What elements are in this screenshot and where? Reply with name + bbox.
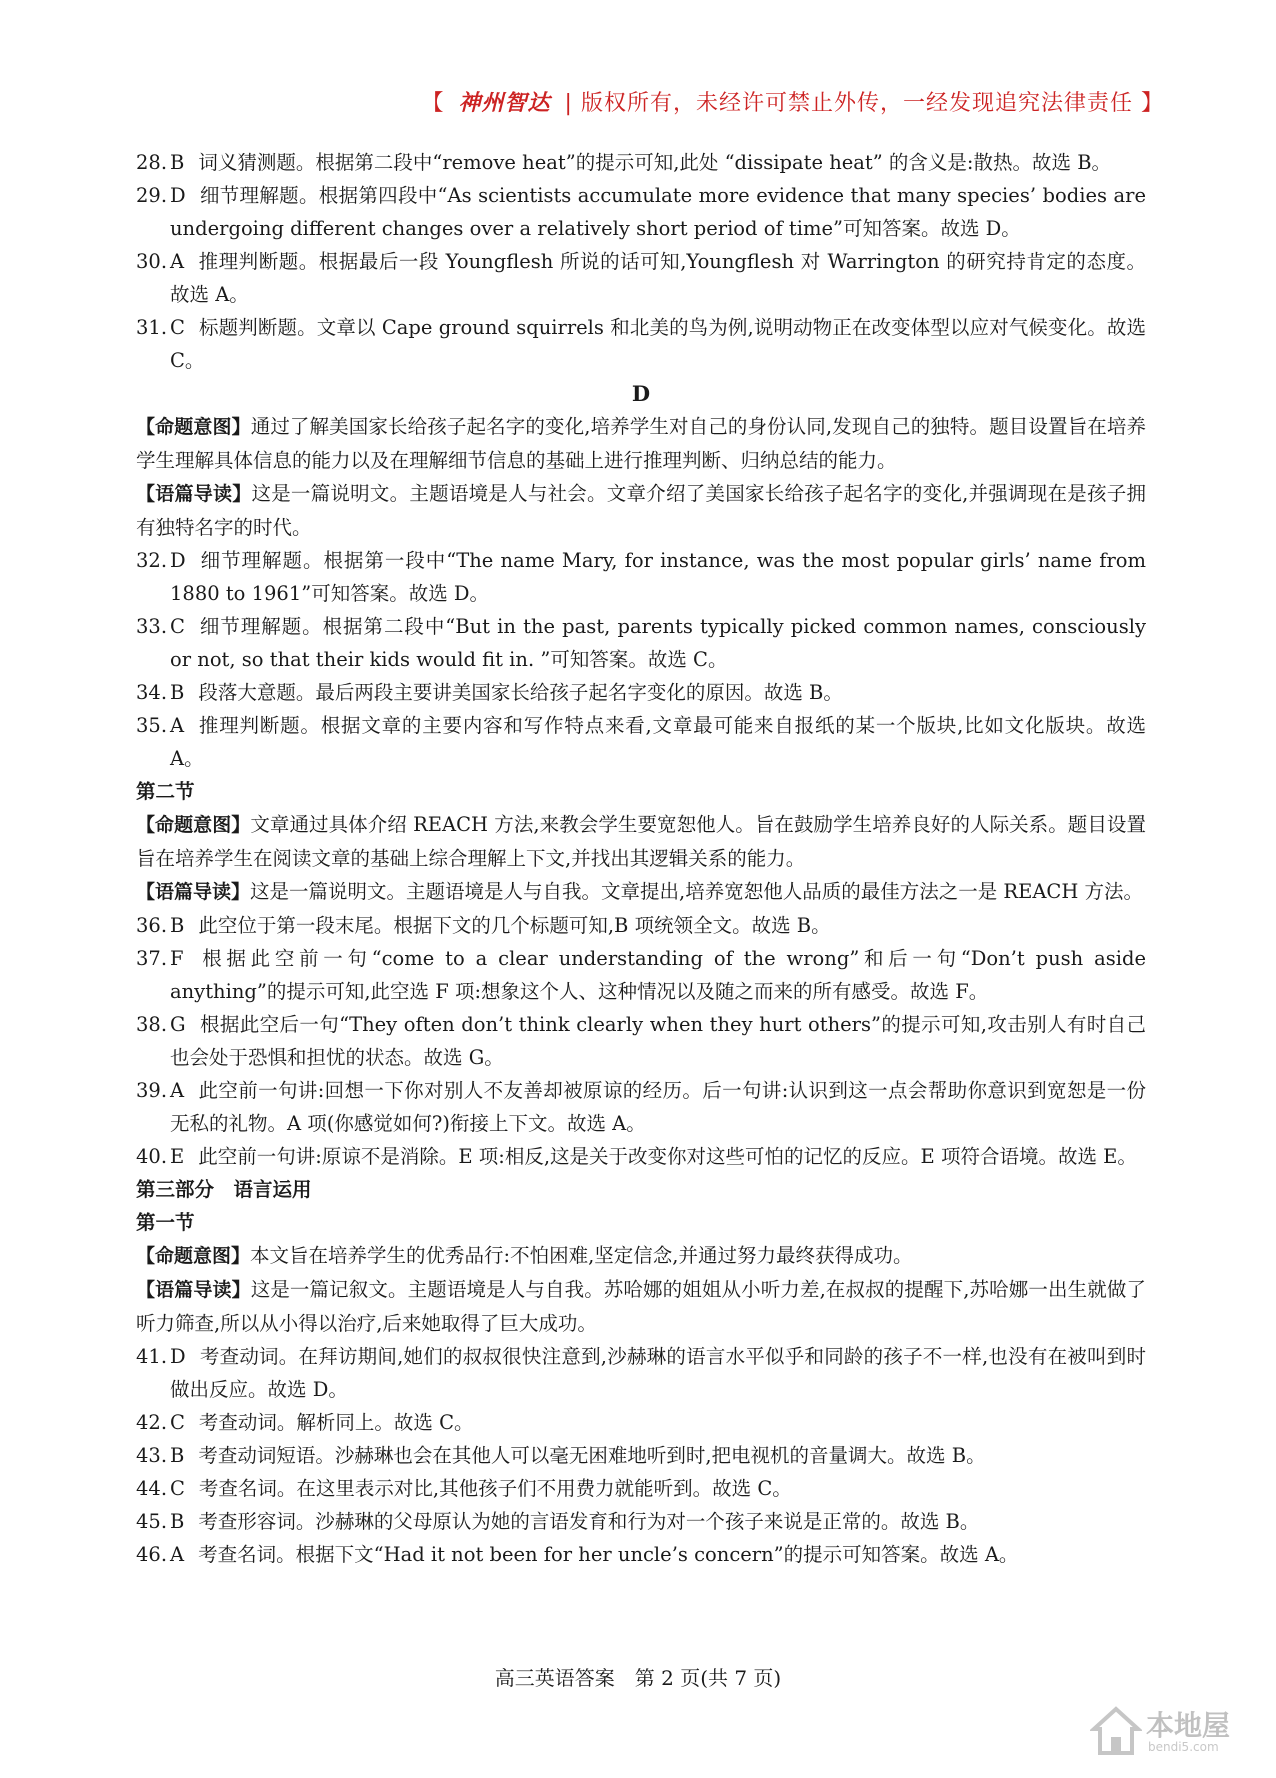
copyright-notice — [422, 86, 1164, 117]
intent-tag: 【命题意图】 — [136, 416, 251, 438]
answer-content — [136, 146, 1146, 1571]
question-number: 46. — [136, 1543, 168, 1566]
answer-item — [136, 942, 1146, 1008]
watermark-text: 本地屋 — [1146, 1709, 1231, 1742]
answer-item — [136, 245, 1146, 311]
answer-letter: A — [170, 1543, 185, 1566]
part-3-title: 第三部分 语言运用 — [136, 1178, 312, 1201]
guide-text: 这是一篇记叙文。主题语境是人与自我。苏哈娜的姐姐从小听力差,在叔叔的提醒下,苏哈娜一出生就做了听力筛查,所以从小得以治疗,后来她取得了巨大成功。 — [136, 1278, 1146, 1335]
answer-item — [136, 179, 1146, 245]
house-icon — [1090, 1705, 1142, 1757]
answer-letter: A — [170, 250, 185, 273]
question-number: 36. — [136, 914, 168, 937]
question-number: 43. — [136, 1444, 168, 1467]
guide-tag: 【语篇导读】 — [136, 1279, 251, 1301]
intent-tag: 【命题意图】 — [136, 814, 251, 836]
answer-item — [136, 146, 1146, 179]
section-d-intent — [136, 410, 1146, 477]
answer-letter: C — [170, 615, 185, 638]
guide-text: 这是一篇说明文。主题语境是人与自我。文章提出,培养宽恕他人品质的最佳方法之一是 REACH 方法。 — [250, 880, 1144, 903]
section-d-guide — [136, 477, 1146, 544]
answer-letter: D — [170, 549, 186, 572]
guide-text: 这是一篇说明文。主题语境是人与社会。文章介绍了美国家长给孩子起名字的变化,并强调现在是孩子拥有独特名字的时代。 — [136, 482, 1146, 539]
part-3-subtitle: 第一节 — [136, 1211, 195, 1234]
explanation-text: 段落大意题。最后两段主要讲美国家长给孩子起名字变化的原因。故选 B。 — [198, 681, 843, 704]
explanation-text: 细节理解题。根据第四段中“As scientists accumulate more evidence that many species’ bodies are undergoing different changes over a relatively short period of time”可知答案。故选 D。 — [170, 184, 1146, 240]
question-number: 40. — [136, 1145, 168, 1168]
question-number: 34. — [136, 681, 168, 704]
answer-item — [136, 1439, 1146, 1472]
answer-item — [136, 909, 1146, 942]
answer-item — [136, 676, 1146, 709]
answer-list-c — [136, 146, 1146, 377]
section-2-intent — [136, 808, 1146, 875]
section-d-title: D — [631, 381, 651, 406]
intent-text: 通过了解美国家长给孩子起名字的变化,培养学生对自己的身份认同,发现自己的独特。题目设置旨在培养学生理解具体信息的能力以及在理解细节信息的基础上进行推理判断、归纳总结的能力。 — [136, 415, 1146, 472]
explanation-text: 考查形容词。沙赫琳的父母原认为她的言语发育和行为对一个孩子来说是正常的。故选 B。 — [198, 1510, 980, 1533]
answer-list-2 — [136, 909, 1146, 1173]
question-number: 31. — [136, 316, 168, 339]
explanation-text: 考查动词。解析同上。故选 C。 — [198, 1411, 474, 1434]
answer-list-d — [136, 544, 1146, 775]
answer-item — [136, 1406, 1146, 1439]
question-number: 42. — [136, 1411, 168, 1434]
answer-letter: C — [170, 316, 185, 339]
page-footer: 高三英语答案 第 2 页(共 7 页) — [494, 1666, 782, 1690]
explanation-text: 此空位于第一段末尾。根据下文的几个标题可知,B 项统领全文。故选 B。 — [198, 914, 831, 937]
answer-item — [136, 1008, 1146, 1074]
answer-item — [136, 311, 1146, 377]
explanation-text: 根据此空前一句“come to a clear understanding of the wrong”和后一句“Don’t push aside anything”的提示可知,此空选 F 项:想象这个人、这种情况以及随之而来的所有感受。故选 F。 — [170, 947, 1146, 1003]
answer-item — [136, 709, 1146, 775]
bracket-close: 】 — [1140, 91, 1164, 116]
explanation-text: 考查名词。根据下文“Had it not been for her uncle’s concern”的提示可知答案。故选 A。 — [198, 1543, 1019, 1566]
answer-letter: D — [170, 1345, 186, 1368]
section-2-guide — [136, 875, 1146, 909]
answer-item — [136, 1505, 1146, 1538]
explanation-text: 考查动词。在拜访期间,她们的叔叔很快注意到,沙赫琳的语言水平似乎和同龄的孩子不一样,也没有在被叫到时做出反应。故选 D。 — [170, 1345, 1146, 1401]
answer-letter: C — [170, 1411, 185, 1434]
question-number: 41. — [136, 1345, 168, 1368]
question-number: 30. — [136, 250, 168, 273]
question-number: 35. — [136, 714, 168, 737]
answer-item — [136, 544, 1146, 610]
explanation-text: 根据此空后一句“They often don’t think clearly when they hurt others”的提示可知,攻击别人有时自己也会处于恐惧和担忧的状态。故选 G。 — [170, 1013, 1146, 1069]
publisher-logo: 神州智达 — [458, 90, 551, 116]
answer-item — [136, 1472, 1146, 1505]
explanation-text: 标题判断题。文章以 Cape ground squirrels 和北美的鸟为例,说明动物正在改变体型以应对气候变化。故选 C。 — [170, 316, 1146, 372]
intent-tag: 【命题意图】 — [136, 1245, 251, 1267]
question-number: 38. — [136, 1013, 168, 1036]
question-number: 45. — [136, 1510, 168, 1533]
answer-letter: B — [170, 681, 185, 704]
intent-text: 文章通过具体介绍 REACH 方法,来教会学生要宽恕他人。旨在鼓励学生培养良好的人际关系。题目设置旨在培养学生在阅读文章的基础上综合理解上下文,并找出其逻辑关系的能力。 — [136, 813, 1146, 870]
header-divider: | — [564, 91, 573, 116]
question-number: 28. — [136, 151, 168, 174]
explanation-text: 词义猜测题。根据第二段中“remove heat”的提示可知,此处 “dissipate heat” 的含义是:散热。故选 B。 — [198, 151, 1112, 174]
question-number: 32. — [136, 549, 168, 572]
answer-letter: A — [170, 714, 185, 737]
part-3-intent — [136, 1239, 1146, 1273]
answer-letter: D — [170, 184, 186, 207]
answer-letter: A — [170, 1079, 185, 1102]
answer-list-3 — [136, 1340, 1146, 1571]
question-number: 29. — [136, 184, 168, 207]
watermark-url: bendi5.com — [1148, 1740, 1219, 1754]
answer-item — [136, 1340, 1146, 1406]
explanation-text: 此空前一句讲:原谅不是消除。E 项:相反,这是关于改变你对这些可怕的记忆的反应。E 项符合语境。故选 E。 — [198, 1145, 1137, 1168]
answer-letter: E — [170, 1145, 185, 1168]
guide-tag: 【语篇导读】 — [136, 483, 252, 505]
question-number: 44. — [136, 1477, 168, 1500]
answer-letter: F — [170, 947, 184, 970]
explanation-text: 考查名词。在这里表示对比,其他孩子们不用费力就能听到。故选 C。 — [198, 1477, 792, 1500]
answer-item — [136, 1538, 1146, 1571]
answer-letter: G — [170, 1013, 186, 1036]
watermark — [1088, 1702, 1258, 1760]
answer-item — [136, 1140, 1146, 1173]
copyright-text: 版权所有，未经许可禁止外传，一经发现追究法律责任 — [580, 91, 1133, 116]
explanation-text: 细节理解题。根据第一段中“The name Mary, for instance, was the most popular girls’ name from 1880 to 1961”可知答案。故选 D。 — [170, 549, 1146, 605]
answer-letter: B — [170, 1510, 185, 1533]
guide-tag: 【语篇导读】 — [136, 881, 251, 903]
part-3-guide — [136, 1273, 1146, 1340]
explanation-text: 此空前一句讲:回想一下你对别人不友善却被原谅的经历。后一句讲:认识到这一点会帮助你意识到宽恕是一份无私的礼物。A 项(你感觉如何?)衔接上下文。故选 A。 — [170, 1079, 1146, 1135]
explanation-text: 推理判断题。根据最后一段 Youngflesh 所说的话可知,Youngflesh 对 Warrington 的研究持肯定的态度。故选 A。 — [170, 250, 1146, 306]
question-number: 33. — [136, 615, 168, 638]
section-2-title: 第二节 — [136, 780, 195, 803]
answer-item — [136, 610, 1146, 676]
intent-text: 本文旨在培养学生的优秀品行:不怕困难,坚定信念,并通过努力最终获得成功。 — [250, 1244, 913, 1267]
question-number: 39. — [136, 1079, 168, 1102]
answer-letter: B — [170, 151, 185, 174]
bracket-open: 【 — [421, 91, 445, 116]
answer-letter: B — [170, 1444, 185, 1467]
answer-letter: C — [170, 1477, 185, 1500]
answer-letter: B — [170, 914, 185, 937]
explanation-text: 考查动词短语。沙赫琳也会在其他人可以毫无困难地听到时,把电视机的音量调大。故选 B。 — [198, 1444, 986, 1467]
explanation-text: 推理判断题。根据文章的主要内容和写作特点来看,文章最可能来自报纸的某一个版块,比如文化版块。故选 A。 — [170, 714, 1146, 770]
question-number: 37. — [136, 947, 168, 970]
answer-item — [136, 1074, 1146, 1140]
explanation-text: 细节理解题。根据第二段中“But in the past, parents typically picked common names, consciously or not, so that their kids would fit in. ”可知答案。故选 C。 — [170, 615, 1146, 671]
